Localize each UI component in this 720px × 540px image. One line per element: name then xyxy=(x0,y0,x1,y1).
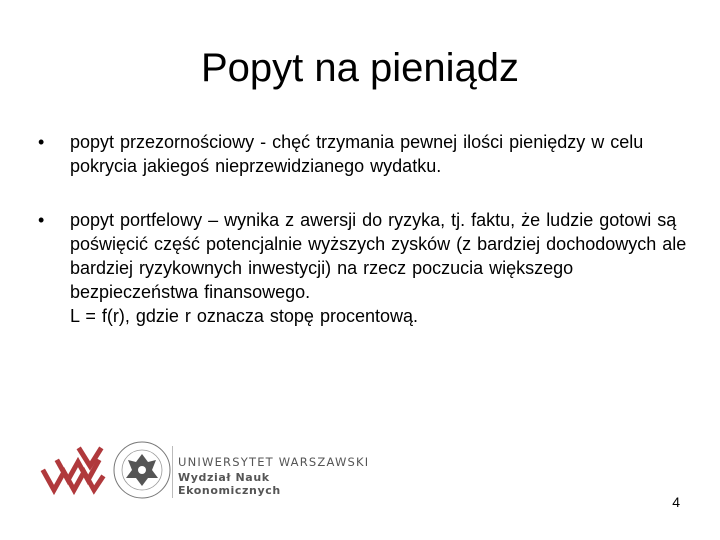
logo-divider xyxy=(172,446,173,498)
bullet-list xyxy=(38,130,698,328)
formula-text: L = f(r), gdzie r oznacza stopę procentową. xyxy=(70,306,419,326)
bullet-item xyxy=(38,130,698,178)
slide-title: Popyt na pieniądz xyxy=(200,46,519,90)
faculty-name: Wydział Nauk Ekonomicznych xyxy=(178,471,281,497)
university-seal-icon xyxy=(112,440,172,500)
bullet-marker: • xyxy=(38,132,45,152)
university-name: UNIWERSYTET WARSZAWSKI xyxy=(178,455,370,469)
footer-logo xyxy=(40,438,370,504)
bullet-text: popyt portfelowy – wynika z awersji do ryzyka, tj. faktu, że ludzie gotowi są poświęcić część potencjalnie wyższych zysków (z bardziej dochodowych ale bardziej ryzykownych inwestycji) na rzecz poczucia większego bezpieczeństwa finansowego. xyxy=(70,210,687,302)
bullet-item xyxy=(38,208,698,328)
page-number: 4 xyxy=(672,494,680,510)
wne-logo-icon xyxy=(40,442,106,502)
bullet-marker: • xyxy=(38,210,45,230)
bullet-text: popyt przezornościowy - chęć trzymania pewnej ilości pieniędzy w celu pokrycia jakiegoś nieprzewidzianego wydatku. xyxy=(70,132,644,176)
